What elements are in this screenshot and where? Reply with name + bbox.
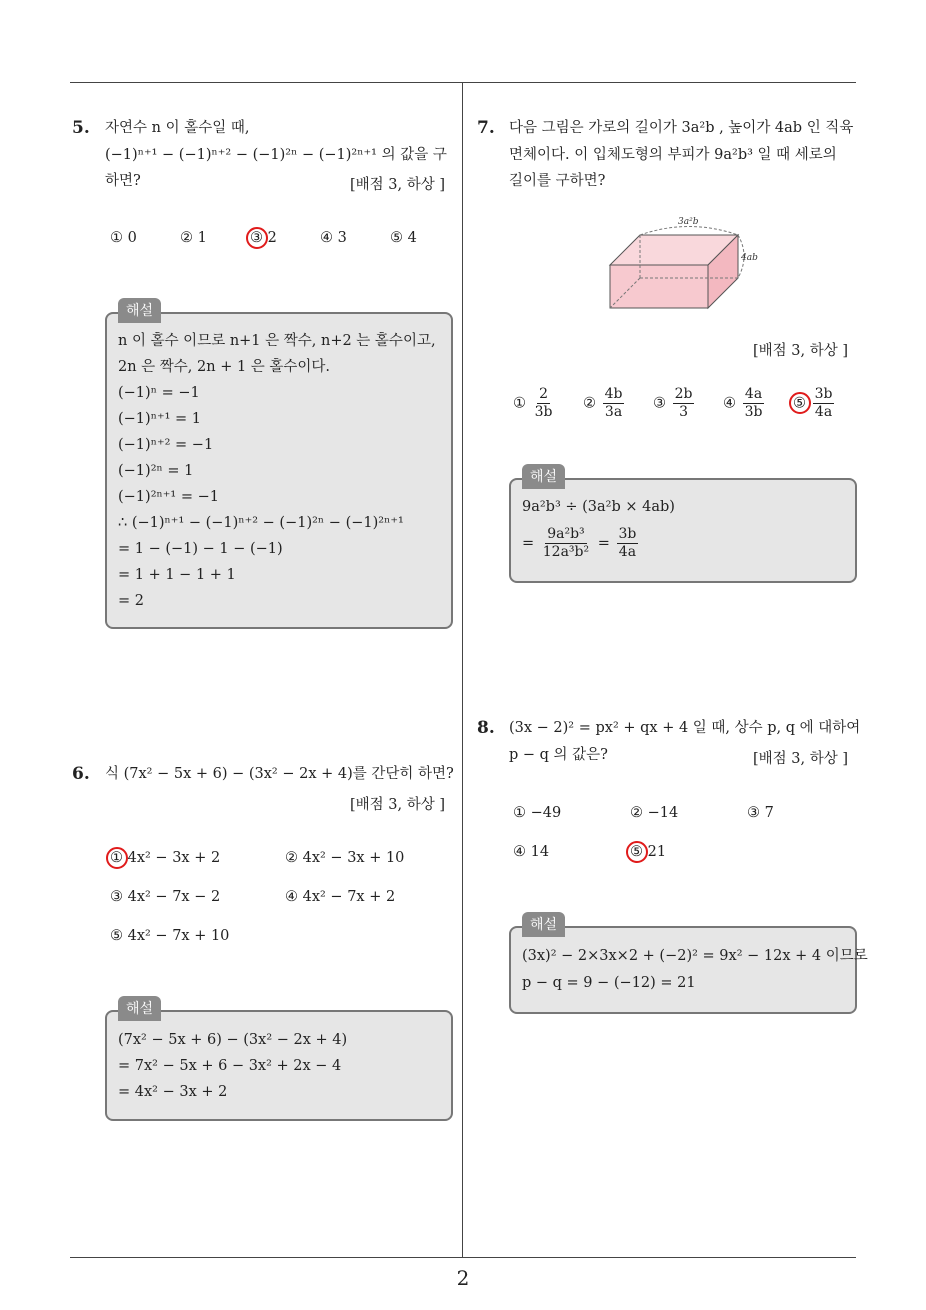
answer-circle-mark <box>626 841 648 863</box>
question-5-solution-line: n 이 홀수 이므로 n+1 은 짝수, n+2 는 홀수이고, <box>118 333 436 349</box>
question-7-score: [배점 3, 하상 ] <box>753 343 849 359</box>
choice-mark: ⑤ <box>793 395 806 412</box>
choice-mark: ② <box>583 395 596 412</box>
question-5-choice-5[interactable]: ⑤ 4 <box>390 230 417 246</box>
answer-circle-mark <box>246 227 268 249</box>
choice-fraction: $\frac{4b}{3a}$ <box>604 386 623 420</box>
question-6-solution-line: (7x² − 5x + 6) − (3x² − 2x + 4) <box>118 1032 348 1048</box>
figure-label-width: 3a²b <box>678 217 699 227</box>
question-7-choice-1[interactable] <box>513 386 556 421</box>
question-5-line-2: (−1)ⁿ⁺¹ − (−1)ⁿ⁺² − (−1)²ⁿ − (−1)²ⁿ⁺¹ 의 값을 구 <box>105 147 447 163</box>
question-6-score: [배점 3, 하상 ] <box>350 797 446 813</box>
bottom-rule <box>70 1257 856 1258</box>
question-7-solution-line: = $\frac{\text{9a²b³}}{\text{12a³b²}}$ = $\frac{3b}{4a}$ <box>522 526 637 560</box>
question-8-choice-5[interactable]: ⑤ 21 <box>630 844 667 860</box>
choice-mark: ④ <box>723 395 736 412</box>
question-8-choice-3[interactable]: ③ 7 <box>747 805 774 821</box>
choice-mark: ③ <box>653 395 666 412</box>
question-5-choice-3[interactable]: ③ 2 <box>250 230 277 246</box>
question-6-choice-3[interactable]: ③ 4x² − 7x − 2 <box>110 889 221 905</box>
answer-circle-mark <box>106 847 128 869</box>
question-8-choice-1[interactable]: ① −49 <box>513 805 562 821</box>
question-5-solution-line: (−1)²ⁿ⁺¹ = −1 <box>118 489 219 505</box>
question-5-solution-line: (−1)ⁿ⁺¹ = 1 <box>118 411 202 427</box>
cuboid-front-face <box>610 265 708 308</box>
solution-fraction: $\frac{3b}{4a}$ <box>618 526 637 560</box>
question-8-solution-line: (3x)² − 2×3x×2 + (−2)² = 9x² − 12x + 4 이므로 <box>522 948 868 964</box>
page-number: 2 <box>456 1266 470 1290</box>
top-dimension-arc <box>640 227 738 236</box>
question-7-solution-line: 9a²b³ ÷ (3a²b × 4ab) <box>522 499 675 515</box>
question-7-line-3: 길이를 구하면? <box>509 173 606 189</box>
question-6-solution-tag: 해설 <box>118 996 161 1021</box>
question-5-choice-4[interactable]: ④ 3 <box>320 230 347 246</box>
question-8-solution-tag: 해설 <box>522 912 565 937</box>
question-6-line-1: 식 (7x² − 5x + 6) − (3x² − 2x + 4)를 간단히 하면? <box>105 766 454 782</box>
question-8-choice-2[interactable]: ② −14 <box>630 805 679 821</box>
question-7-line-1: 다음 그림은 가로의 길이가 3a²b , 높이가 4ab 인 직육 <box>509 120 854 136</box>
question-8-solution-line: p − q = 9 − (−12) = 21 <box>522 975 696 991</box>
choice-fraction: $\frac{4a}{3b}$ <box>744 386 763 420</box>
question-7-choice-3[interactable] <box>653 386 696 421</box>
question-5-solution-line: = 1 − (−1) − 1 − (−1) <box>118 541 283 557</box>
choice-fraction: $\frac{2}{3b}$ <box>534 386 553 420</box>
question-5-line-1: 자연수 n 이 홀수일 때, <box>105 120 250 136</box>
question-5-solution-line: = 2 <box>118 593 144 609</box>
choice-fraction: $\frac{3b}{4a}$ <box>814 386 833 420</box>
question-7-line-2: 면체이다. 이 입체도형의 부피가 9a²b³ 일 때 세로의 <box>509 147 837 163</box>
answer-circle-mark <box>789 392 811 414</box>
question-6-solution-line: = 7x² − 5x + 6 − 3x² + 2x − 4 <box>118 1058 342 1074</box>
question-6-choice-4[interactable]: ④ 4x² − 7x + 2 <box>285 889 396 905</box>
question-5-line-3: 하면? <box>105 173 141 189</box>
question-5-solution-line: (−1)ⁿ⁺² = −1 <box>118 437 214 453</box>
question-8-choice-4[interactable]: ④ 14 <box>513 844 550 860</box>
question-8-number: 8. <box>477 718 495 738</box>
question-6-choice-5[interactable]: ⑤ 4x² − 7x + 10 <box>110 928 230 944</box>
question-7-choice-2[interactable] <box>583 386 626 421</box>
question-5-score: [배점 3, 하상 ] <box>350 177 446 193</box>
top-rule <box>70 82 856 83</box>
cuboid-figure <box>600 210 770 320</box>
figure-label-height: 4ab <box>741 253 758 263</box>
column-divider <box>462 83 463 1257</box>
question-5-solution-line: = 1 + 1 − 1 + 1 <box>118 567 236 583</box>
question-7-choice-4[interactable] <box>723 386 766 421</box>
question-5-solution-line: (−1)ⁿ = −1 <box>118 385 200 401</box>
question-5-solution-line: 2n 은 짝수, 2n + 1 은 홀수이다. <box>118 359 331 375</box>
question-8-solution-box <box>509 926 857 1014</box>
question-6-choice-2[interactable]: ② 4x² − 3x + 10 <box>285 850 405 866</box>
question-5-solution-tag: 해설 <box>118 298 161 323</box>
question-6-solution-line: = 4x² − 3x + 2 <box>118 1084 228 1100</box>
question-8-line-1: (3x − 2)² = px² + qx + 4 일 때, 상수 p, q 에 대하여 <box>509 720 861 736</box>
solution-fraction: $\frac{\text{9a²b³}}{\text{12a³b²}}$ <box>542 526 590 560</box>
question-5-solution-line: (−1)²ⁿ = 1 <box>118 463 194 479</box>
question-6-number: 6. <box>72 764 90 784</box>
question-5-number: 5. <box>72 118 90 138</box>
question-8-score: [배점 3, 하상 ] <box>753 751 849 767</box>
question-5-choice-1[interactable]: ① 0 <box>110 230 137 246</box>
question-7-solution-tag: 해설 <box>522 464 565 489</box>
question-6-choice-1[interactable]: ① 4x² − 3x + 2 <box>110 850 221 866</box>
choice-fraction: $\frac{2b}{3}$ <box>674 386 693 420</box>
question-7-number: 7. <box>477 118 495 138</box>
choice-mark: ① <box>513 395 526 412</box>
question-5-choice-2[interactable]: ② 1 <box>180 230 207 246</box>
question-5-solution-line: ∴ (−1)ⁿ⁺¹ − (−1)ⁿ⁺² − (−1)²ⁿ − (−1)²ⁿ⁺¹ <box>118 515 404 531</box>
question-8-line-2: p − q 의 값은? <box>509 747 608 763</box>
